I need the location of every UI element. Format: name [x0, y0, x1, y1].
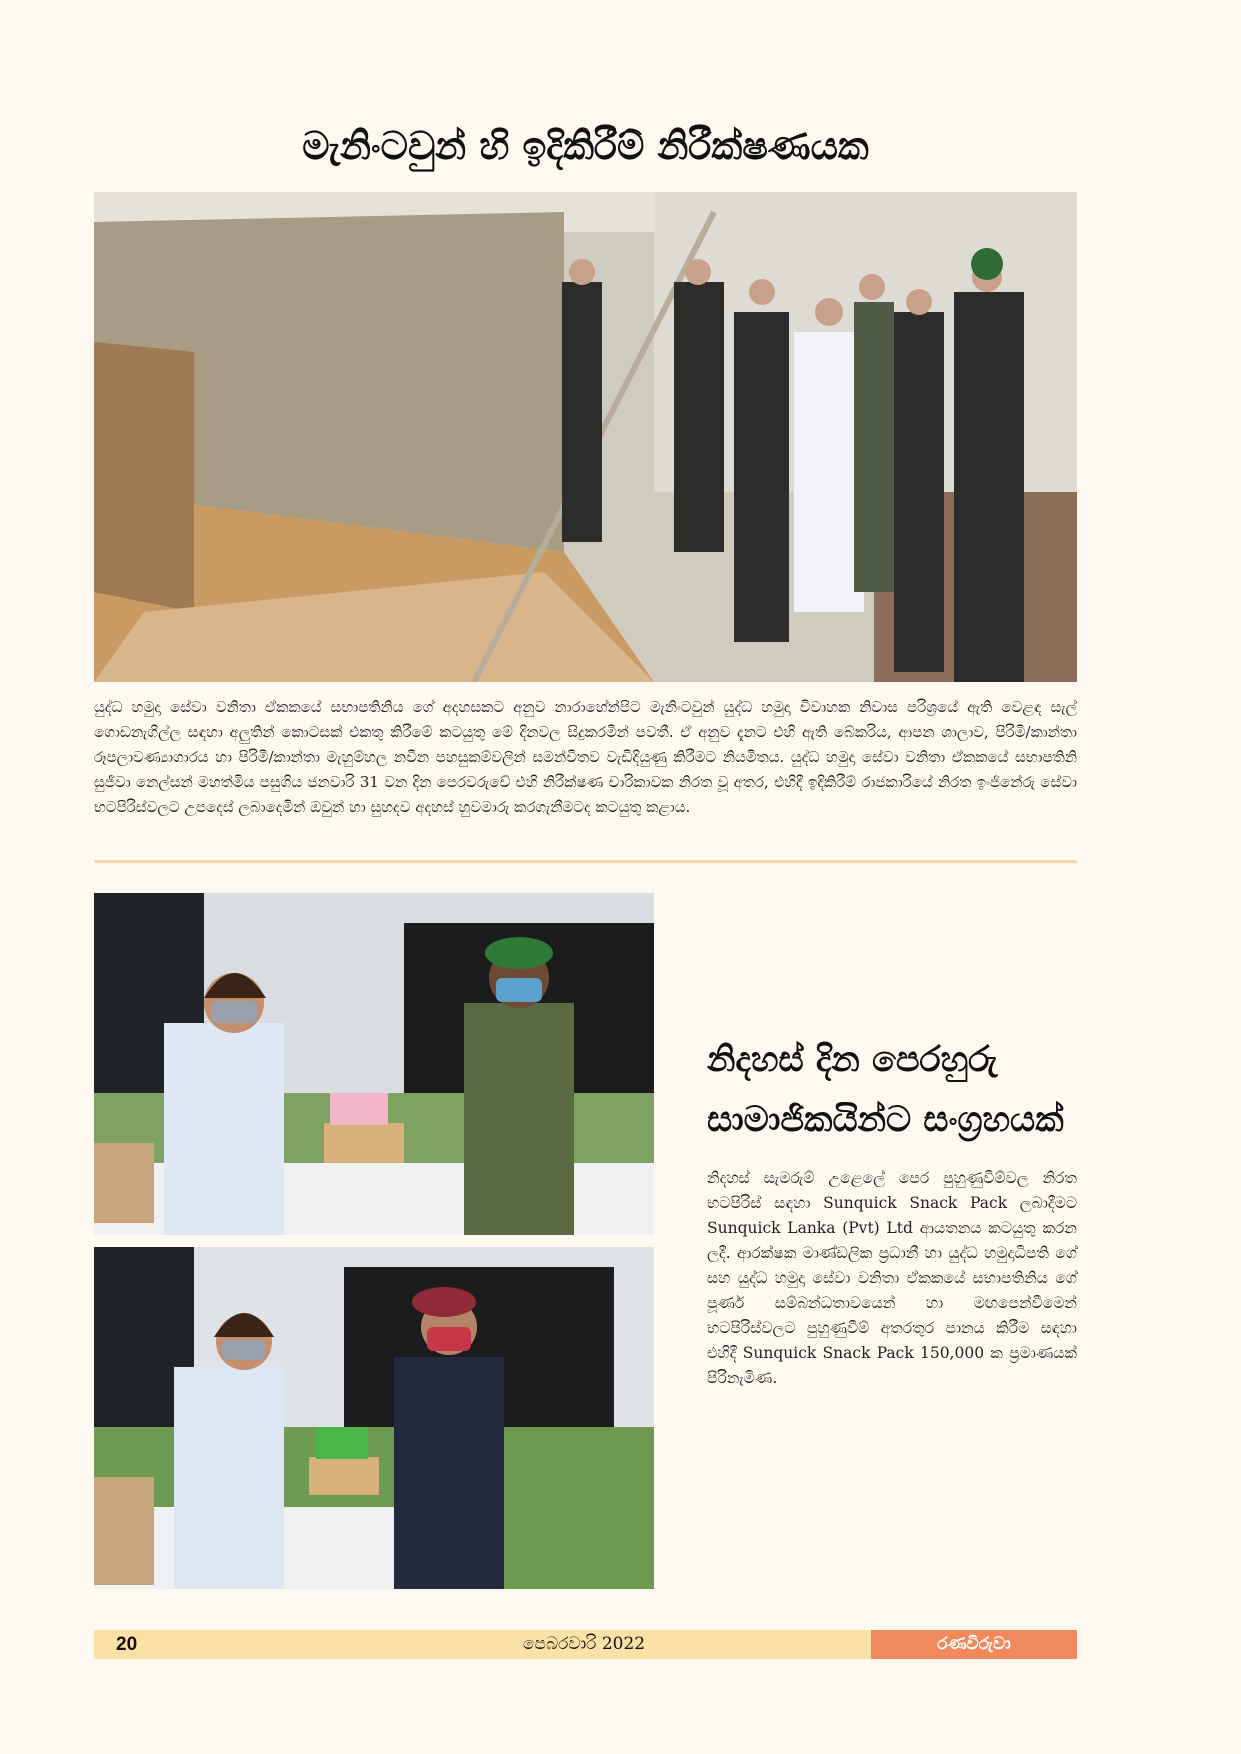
snack-pack-handover-photo-2 [94, 1247, 654, 1589]
publication-name: රණවිරුවා [871, 1630, 1077, 1659]
article-2-title [707, 1030, 1077, 1150]
construction-inspection-photo [94, 192, 1077, 682]
issue-date: පෙබරවාරි 2022 [522, 1634, 646, 1654]
page-footer [94, 1630, 1077, 1659]
page-number: 20 [116, 1634, 138, 1655]
snack-pack-handover-photo-1 [94, 893, 654, 1235]
article-title: මැනිංටවුන් හි ඉදිකිරීම් නිරීක්ෂණයක [302, 124, 869, 168]
article-2-body: නිදහස් සැමරුම් උළෙලේ පෙර පුහුණුවීම්වල නිරත භටපිරිස් සඳහා Sunquick Snack Pack ලබාදීමට Sunquick Lanka (Pvt) Ltd ආයතනය කටයුතු කරන ලදී. ආරක්ෂක මාණ්ඩලික ප්‍රධානී හා යුද්ධ හමුදාධිපති ගේ සහ යුද්ධ හමුදා සේවා වනිතා ඒකකයේ සභාපතිනිය ගේ පූර්ණ සම්බන්ධතාවයෙන් හා මඟපෙන්වීමෙන් භටපිරිස්වලට පුහුණුවීම් අතරතුර පානය කිරීම සඳහා එහිදී Sunquick Snack Pack 150,000 ක ප්‍රමාණයක් පිරිනැමිණ. [707, 1169, 1077, 1387]
article-2-title-line-1: නිදහස් දින පෙරහුරු [707, 1040, 998, 1080]
section-divider [94, 860, 1077, 863]
article-2-title-line-2: සාමාජිකයින්ට සංග්‍රහයක් [707, 1100, 1064, 1140]
article-caption: යුද්ධ හමුදා සේවා වනිතා ඒකකයේ සභාපතිනිය ගේ අදහසකට අනුව නාරාහේන්පිට මැනිංටවුන් යුද්ධ හමුදා විවාහක නිවාස පරිශ්‍රයේ ඇති වෙළඳ සැල් ගොඩනැගිල්ල සඳහා අලුතින් කොටසක් එකතු කිරීමේ කටයුතු මේ දිනවල සිදුකරමින් පවතී. ඒ අනුව දැනට එහි ඇති බේකරිය, ආපන ශාලාව, පිරිමි/කාන්තා රූපලාවණ්‍යාගාරය හා පිරිමි/කාන්තා මැහුම්හල නවීන පහසුකම්වලින් සමන්විතව වැඩිදියුණු කිරීමට නියමිතය. යුද්ධ හමුදා සේවා වනිතා ඒකකයේ සභාපතිනි සුජීවා නෙල්සන් මහත්මිය පසුගිය ජනවාරි 31 වන දින පෙරවරුවේ එහි නිරීක්ෂණ චාරිකාවක නිරත වූ අතර, එහිදී ඉදිකිරීම් රාජකාරියේ නිරත ඉංජිනේරු සේවා භටපිරිස්වලට උපදෙස් ලබාදෙමින් ඔවුන් හා සුහදව අදහස් හුවමාරු කරගැනීමටද කටයුතු කළාය. [94, 698, 1077, 816]
